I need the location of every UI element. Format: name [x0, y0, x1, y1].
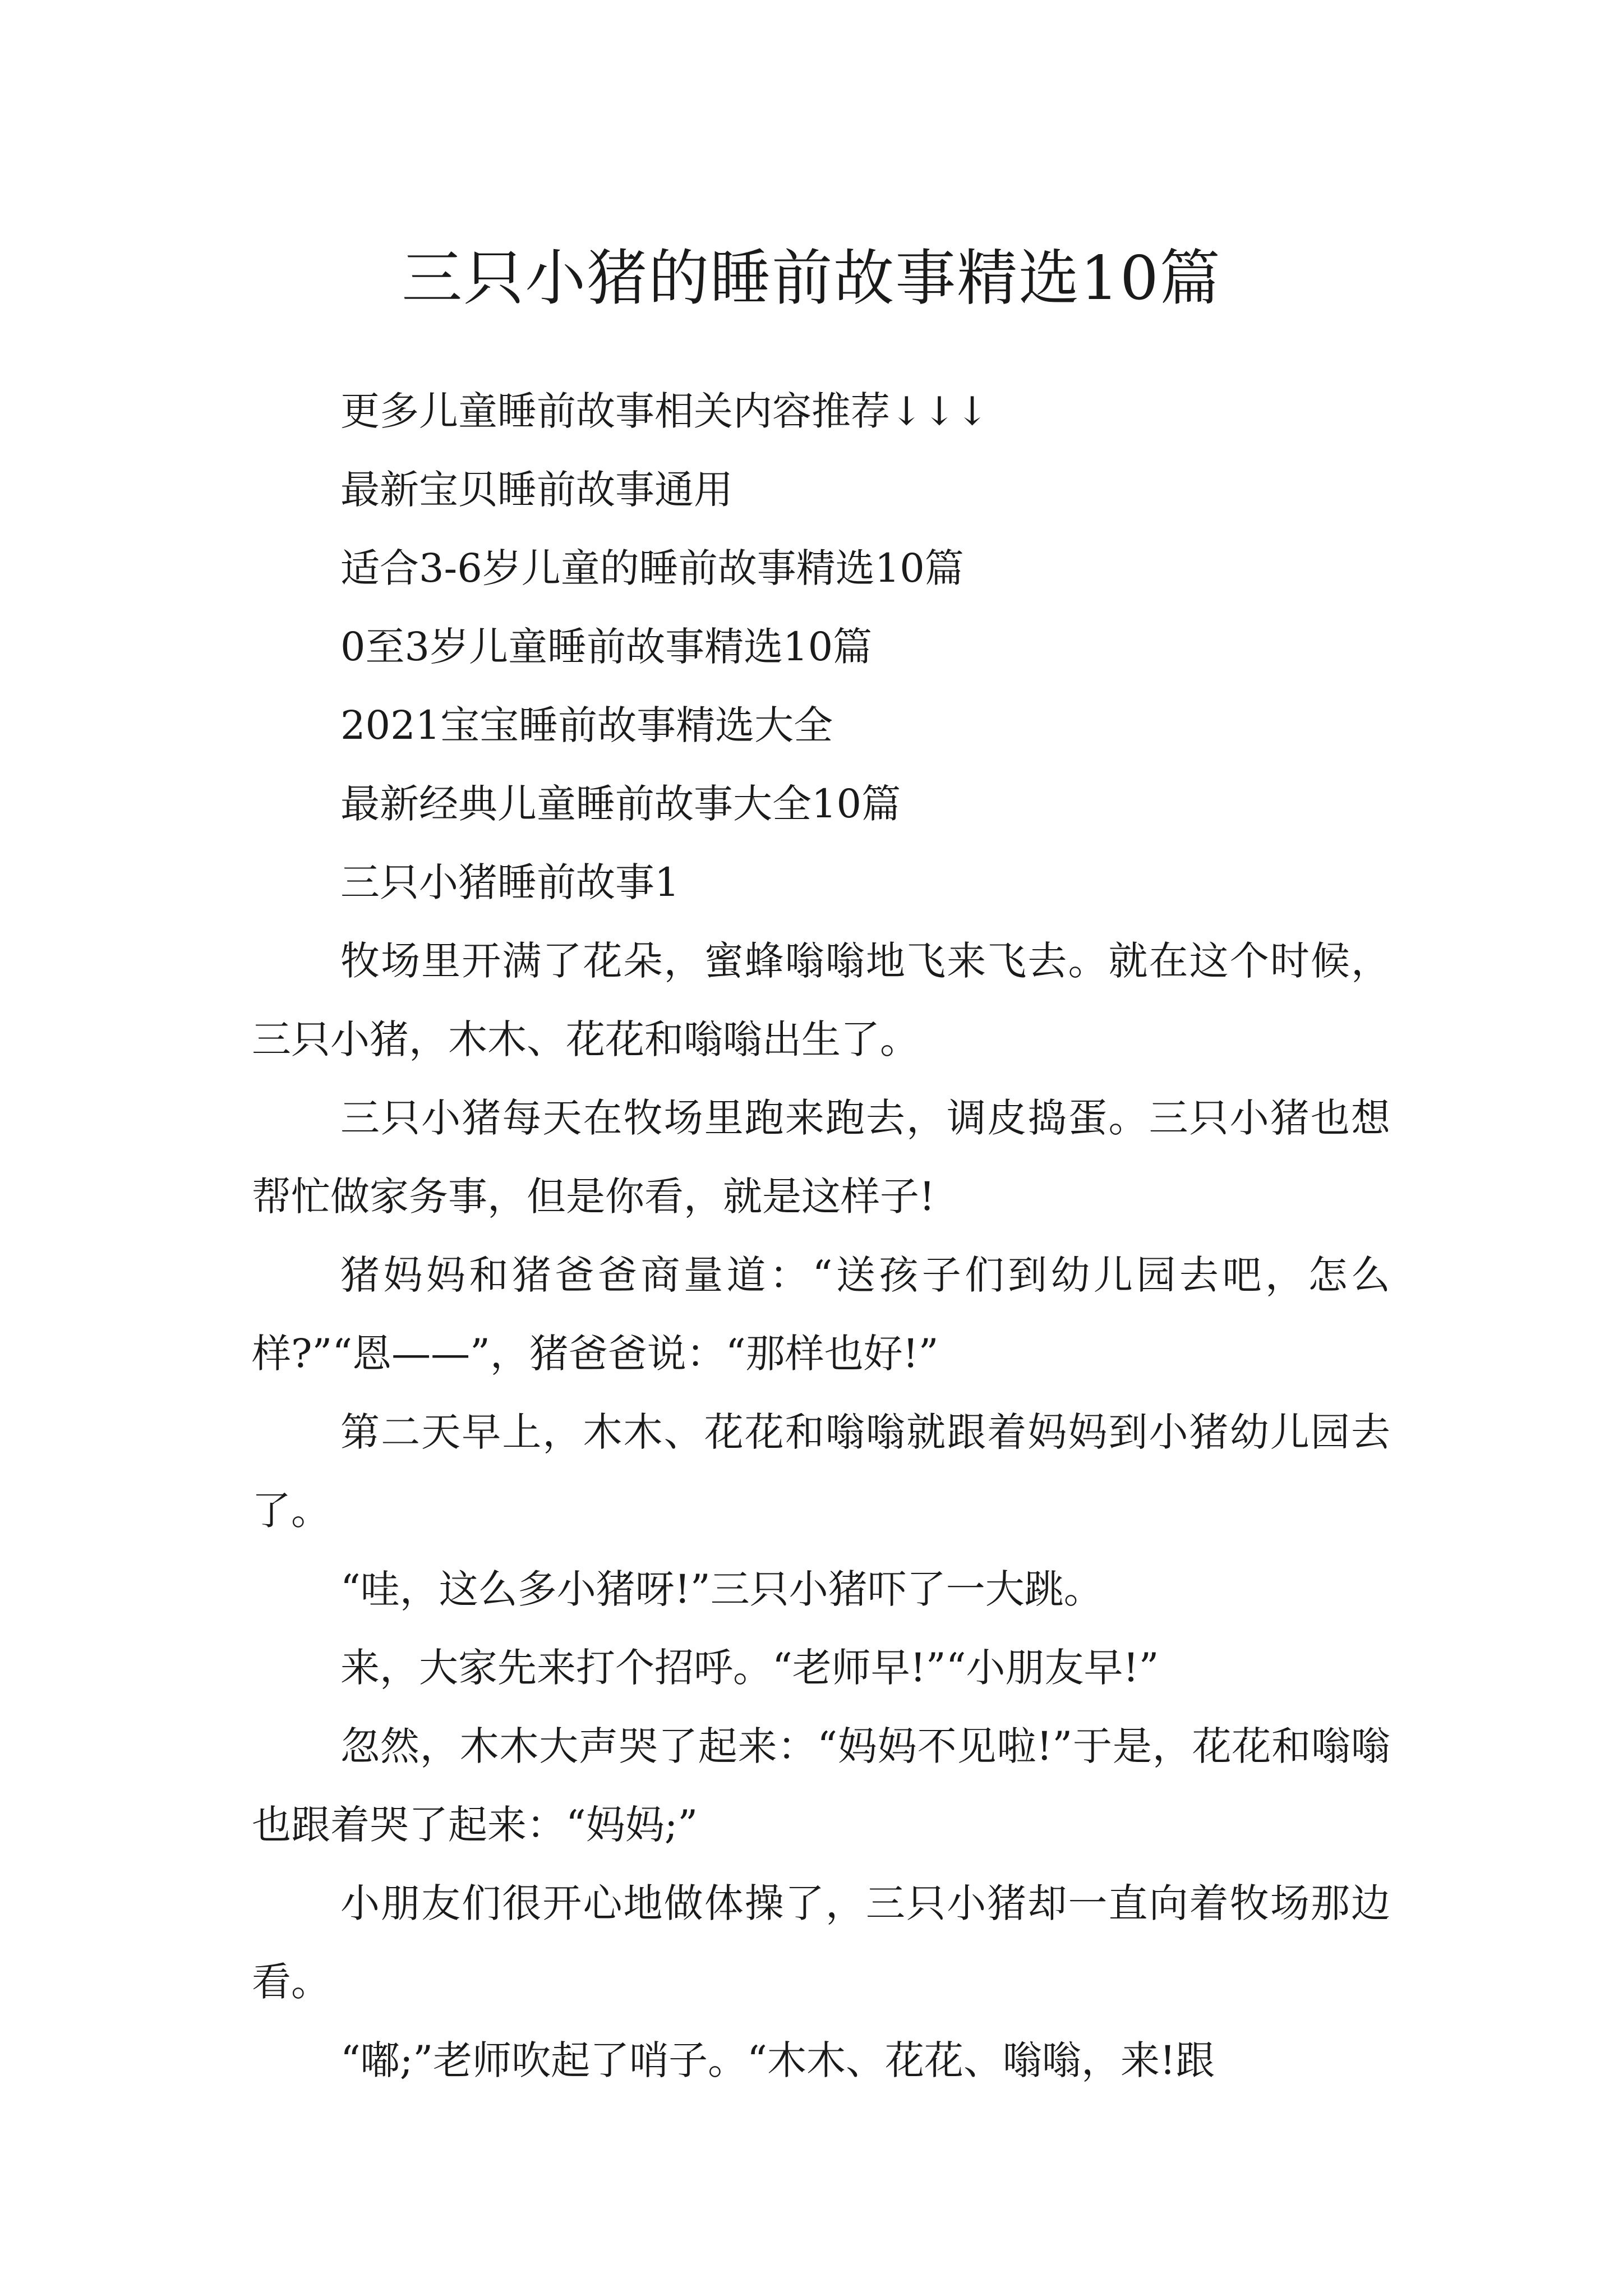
story-paragraph: 忽然，木木大声哭了起来：“妈妈不见啦!”于是，花花和嗡嗡也跟着哭了起来：“妈妈;” — [252, 1723, 1390, 1848]
section-heading: 三只小猪睡前故事1 — [340, 859, 680, 905]
related-link[interactable]: 最新经典儿童睡前故事大全10篇 — [340, 781, 901, 827]
related-link-intro: 更多儿童睡前故事相关内容推荐↓↓↓ — [340, 388, 989, 434]
story-paragraph: 第二天早上，木木、花花和嗡嗡就跟着妈妈到小猪幼儿园去了。 — [252, 1409, 1390, 1534]
story-paragraph: 牧场里开满了花朵，蜜蜂嗡嗡地飞来飞去。就在这个时候，三只小猪，木木、花花和嗡嗡出生了。 — [252, 938, 1390, 1062]
story-paragraph: 来，大家先来打个招呼。“老师早!”“小朋友早!” — [340, 1645, 1159, 1691]
story-paragraph: “嘟;”老师吹起了哨子。“木木、花花、嗡嗡，来!跟 — [340, 2037, 1215, 2083]
document-title: 三只小猪的睡前故事精选10篇 — [402, 243, 1221, 314]
related-link[interactable]: 0至3岁儿童睡前故事精选10篇 — [340, 624, 873, 670]
story-paragraph: “哇，这么多小猪呀!”三只小猪吓了一大跳。 — [340, 1566, 1103, 1612]
related-link[interactable]: 2021宝宝睡前故事精选大全 — [340, 702, 833, 748]
story-paragraph: 三只小猪每天在牧场里跑来跑去，调皮捣蛋。三只小猪也想帮忙做家务事，但是你看，就是这样子! — [252, 1095, 1390, 1220]
related-link[interactable]: 适合3-6岁儿童的睡前故事精选10篇 — [340, 545, 964, 591]
related-link[interactable]: 最新宝贝睡前故事通用 — [340, 467, 733, 513]
document-body — [252, 372, 1390, 2100]
story-paragraph: 猪妈妈和猪爸爸商量道：“送孩子们到幼儿园去吧，怎么样?”“恩——”，猪爸爸说：“那样也好!” — [252, 1252, 1390, 1377]
story-paragraph: 小朋友们很开心地做体操了，三只小猪却一直向着牧场那边看。 — [252, 1880, 1390, 2005]
